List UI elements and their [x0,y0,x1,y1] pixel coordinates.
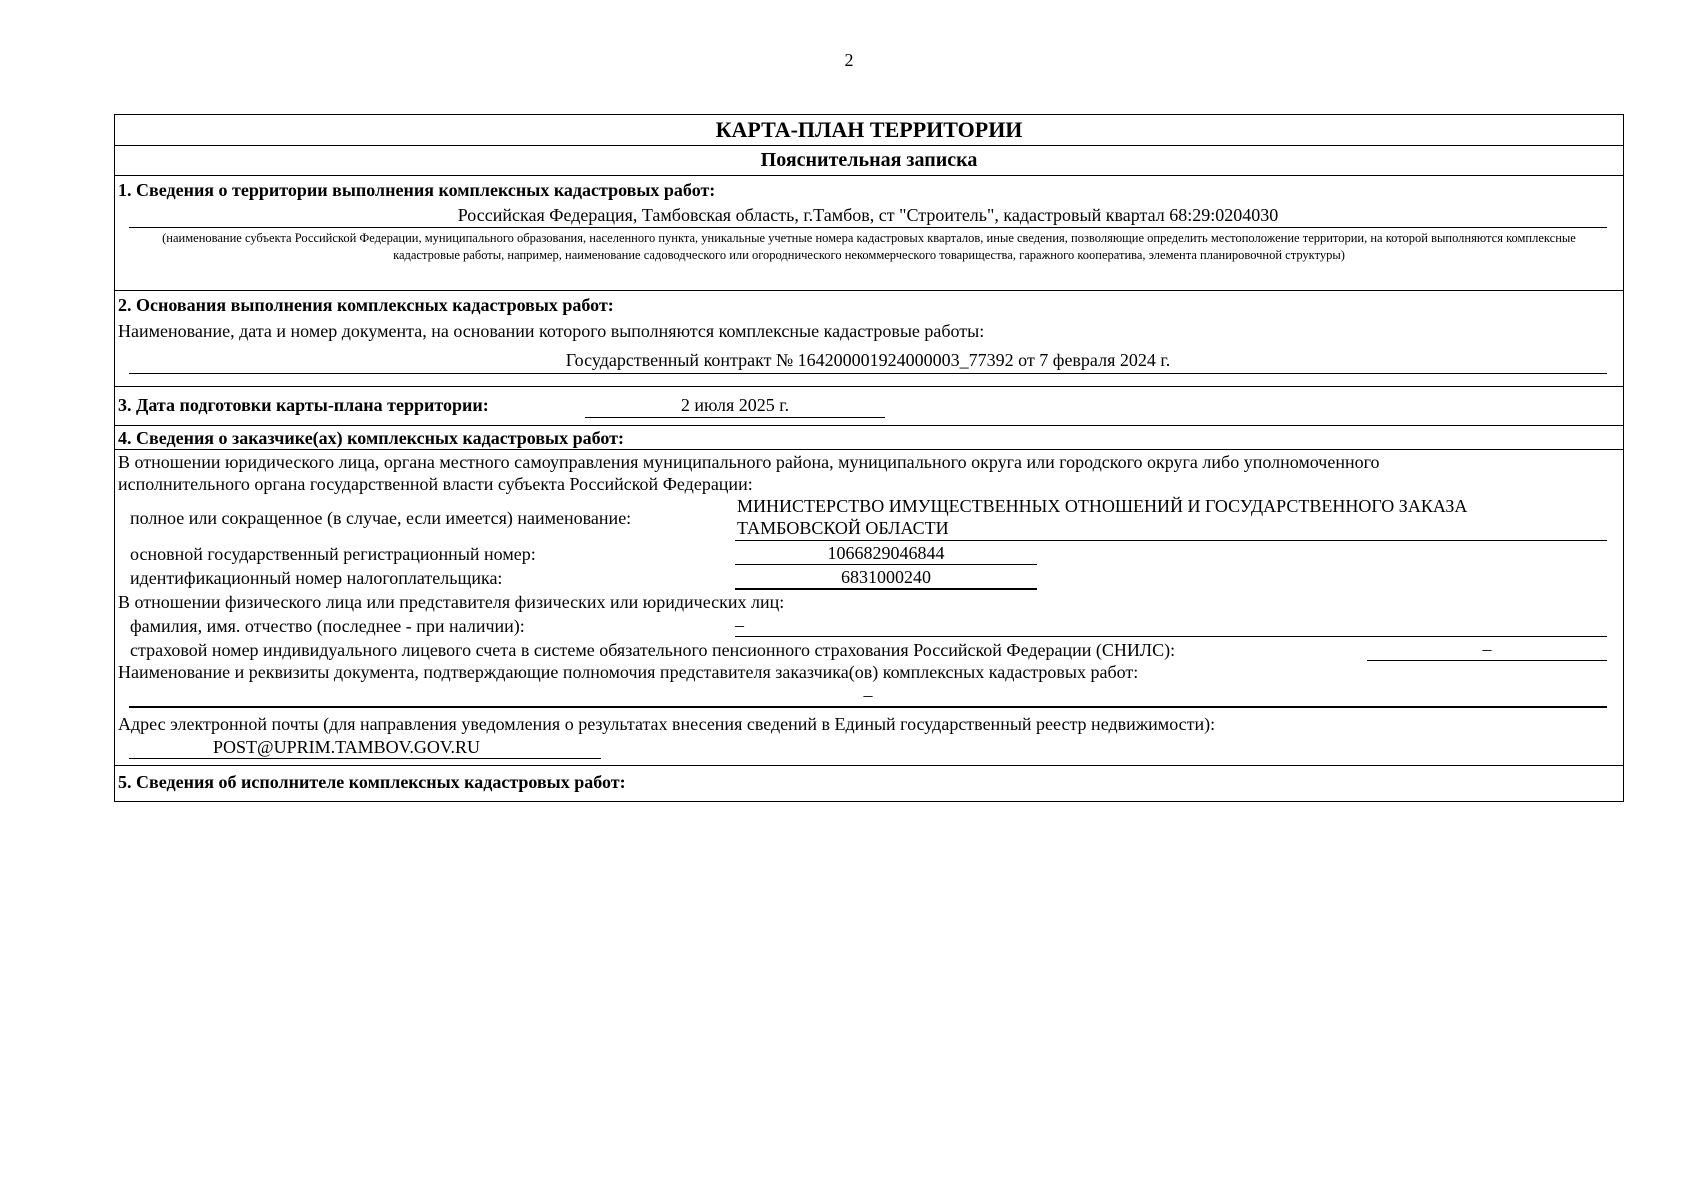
cadastral-form [114,114,1624,802]
section-2-heading: 2. Основания выполнения комплексных кадастровых работ: [118,295,614,315]
form-subtitle: Пояснительная записка [115,146,1623,176]
doc-label: Наименование и реквизиты документа, подтверждающие полномочия представителя заказчика(ов) комплексных кадастровых работ: [118,662,1139,682]
snils-label: страховой номер индивидуального лицевого счета в системе обязательного пенсионного страхования Российской Федерации (СНИЛС): [130,640,1176,660]
section-1-heading: 1. Сведения о территории выполнения комплексных кадастровых работ: [118,180,716,200]
section-5-contractor [115,766,1623,801]
section-1-territory [115,176,1623,291]
email-label: Адрес электронной почты (для направления уведомления о результатах внесения сведений в Единый государственный реестр недвижимости): [118,714,1216,734]
name-value-line-2: ТАМБОВСКОЙ ОБЛАСТИ [737,518,949,538]
page-number: 2 [844,50,854,70]
basis-value: Государственный контракт № 164200001924000003_77392 от 7 февраля 2024 г. [129,347,1607,374]
inn-value: 6831000240 [735,566,1037,590]
section-5-heading: 5. Сведения об исполнителе комплексных кадастровых работ: [118,772,626,792]
section-3-heading: 3. Дата подготовки карты-плана территории: [118,395,489,415]
section-4-header [115,426,1623,450]
fio-value: – [735,614,1607,637]
name-value-line-1: МИНИСТЕРСТВО ИМУЩЕСТВЕННЫХ ОТНОШЕНИЙ И ГОСУДАРСТВЕННОГО ЗАКАЗА [737,496,1468,516]
doc-value: – [129,684,1607,708]
person-intro: В отношении физического лица или представителя физических или юридических лиц: [118,592,785,612]
section-4-heading: 4. Сведения о заказчике(ах) комплексных кадастровых работ: [118,428,624,448]
section-4-customer [115,450,1623,766]
preparation-date: 2 июля 2025 г. [585,393,885,418]
name-underline [735,540,1607,541]
fio-label: фамилия, имя. отчество (последнее - при наличии): [130,616,525,636]
name-label: полное или сокращенное (в случае, если имеется) наименование: [130,508,632,528]
inn-label: идентификационный номер налогоплательщика: [130,568,503,588]
form-title: КАРТА-ПЛАН ТЕРРИТОРИИ [115,115,1623,146]
section-2-basis [115,291,1623,387]
legal-intro-line-1: В отношении юридического лица, органа местного самоуправления муниципального района, муниципального округа или городского округа либо уполномоченного [118,452,1380,472]
snils-value: – [1367,638,1607,661]
territory-note: (наименование субъекта Российской Федерации, муниципального образования, населенного пункта, уникальные учетные номера кадастровых кварталов, иные сведения, позволяющие определить местоположение территории, на которой выполняются комплексные кадастровые работы, например, наименование садоводческого или огороднического некоммерческого товарищества, гаражного кооператива, элемента планировочной структуры) [162,231,1576,262]
ogrn-value: 1066829046844 [735,542,1037,565]
legal-intro-line-2: исполнительного органа государственной власти субъекта Российской Федерации: [118,474,753,494]
basis-label: Наименование, дата и номер документа, на основании которого выполняются комплексные кадастровые работы: [118,321,985,341]
ogrn-label: основной государственный регистрационный номер: [130,544,536,564]
section-3-date [115,387,1623,426]
territory-value: Российская Федерация, Тамбовская область, г.Тамбов, ст "Строитель", кадастровый квартал 68:29:0204030 [129,203,1607,228]
email-value: POST@UPRIM.TAMBOV.GOV.RU [129,736,601,759]
